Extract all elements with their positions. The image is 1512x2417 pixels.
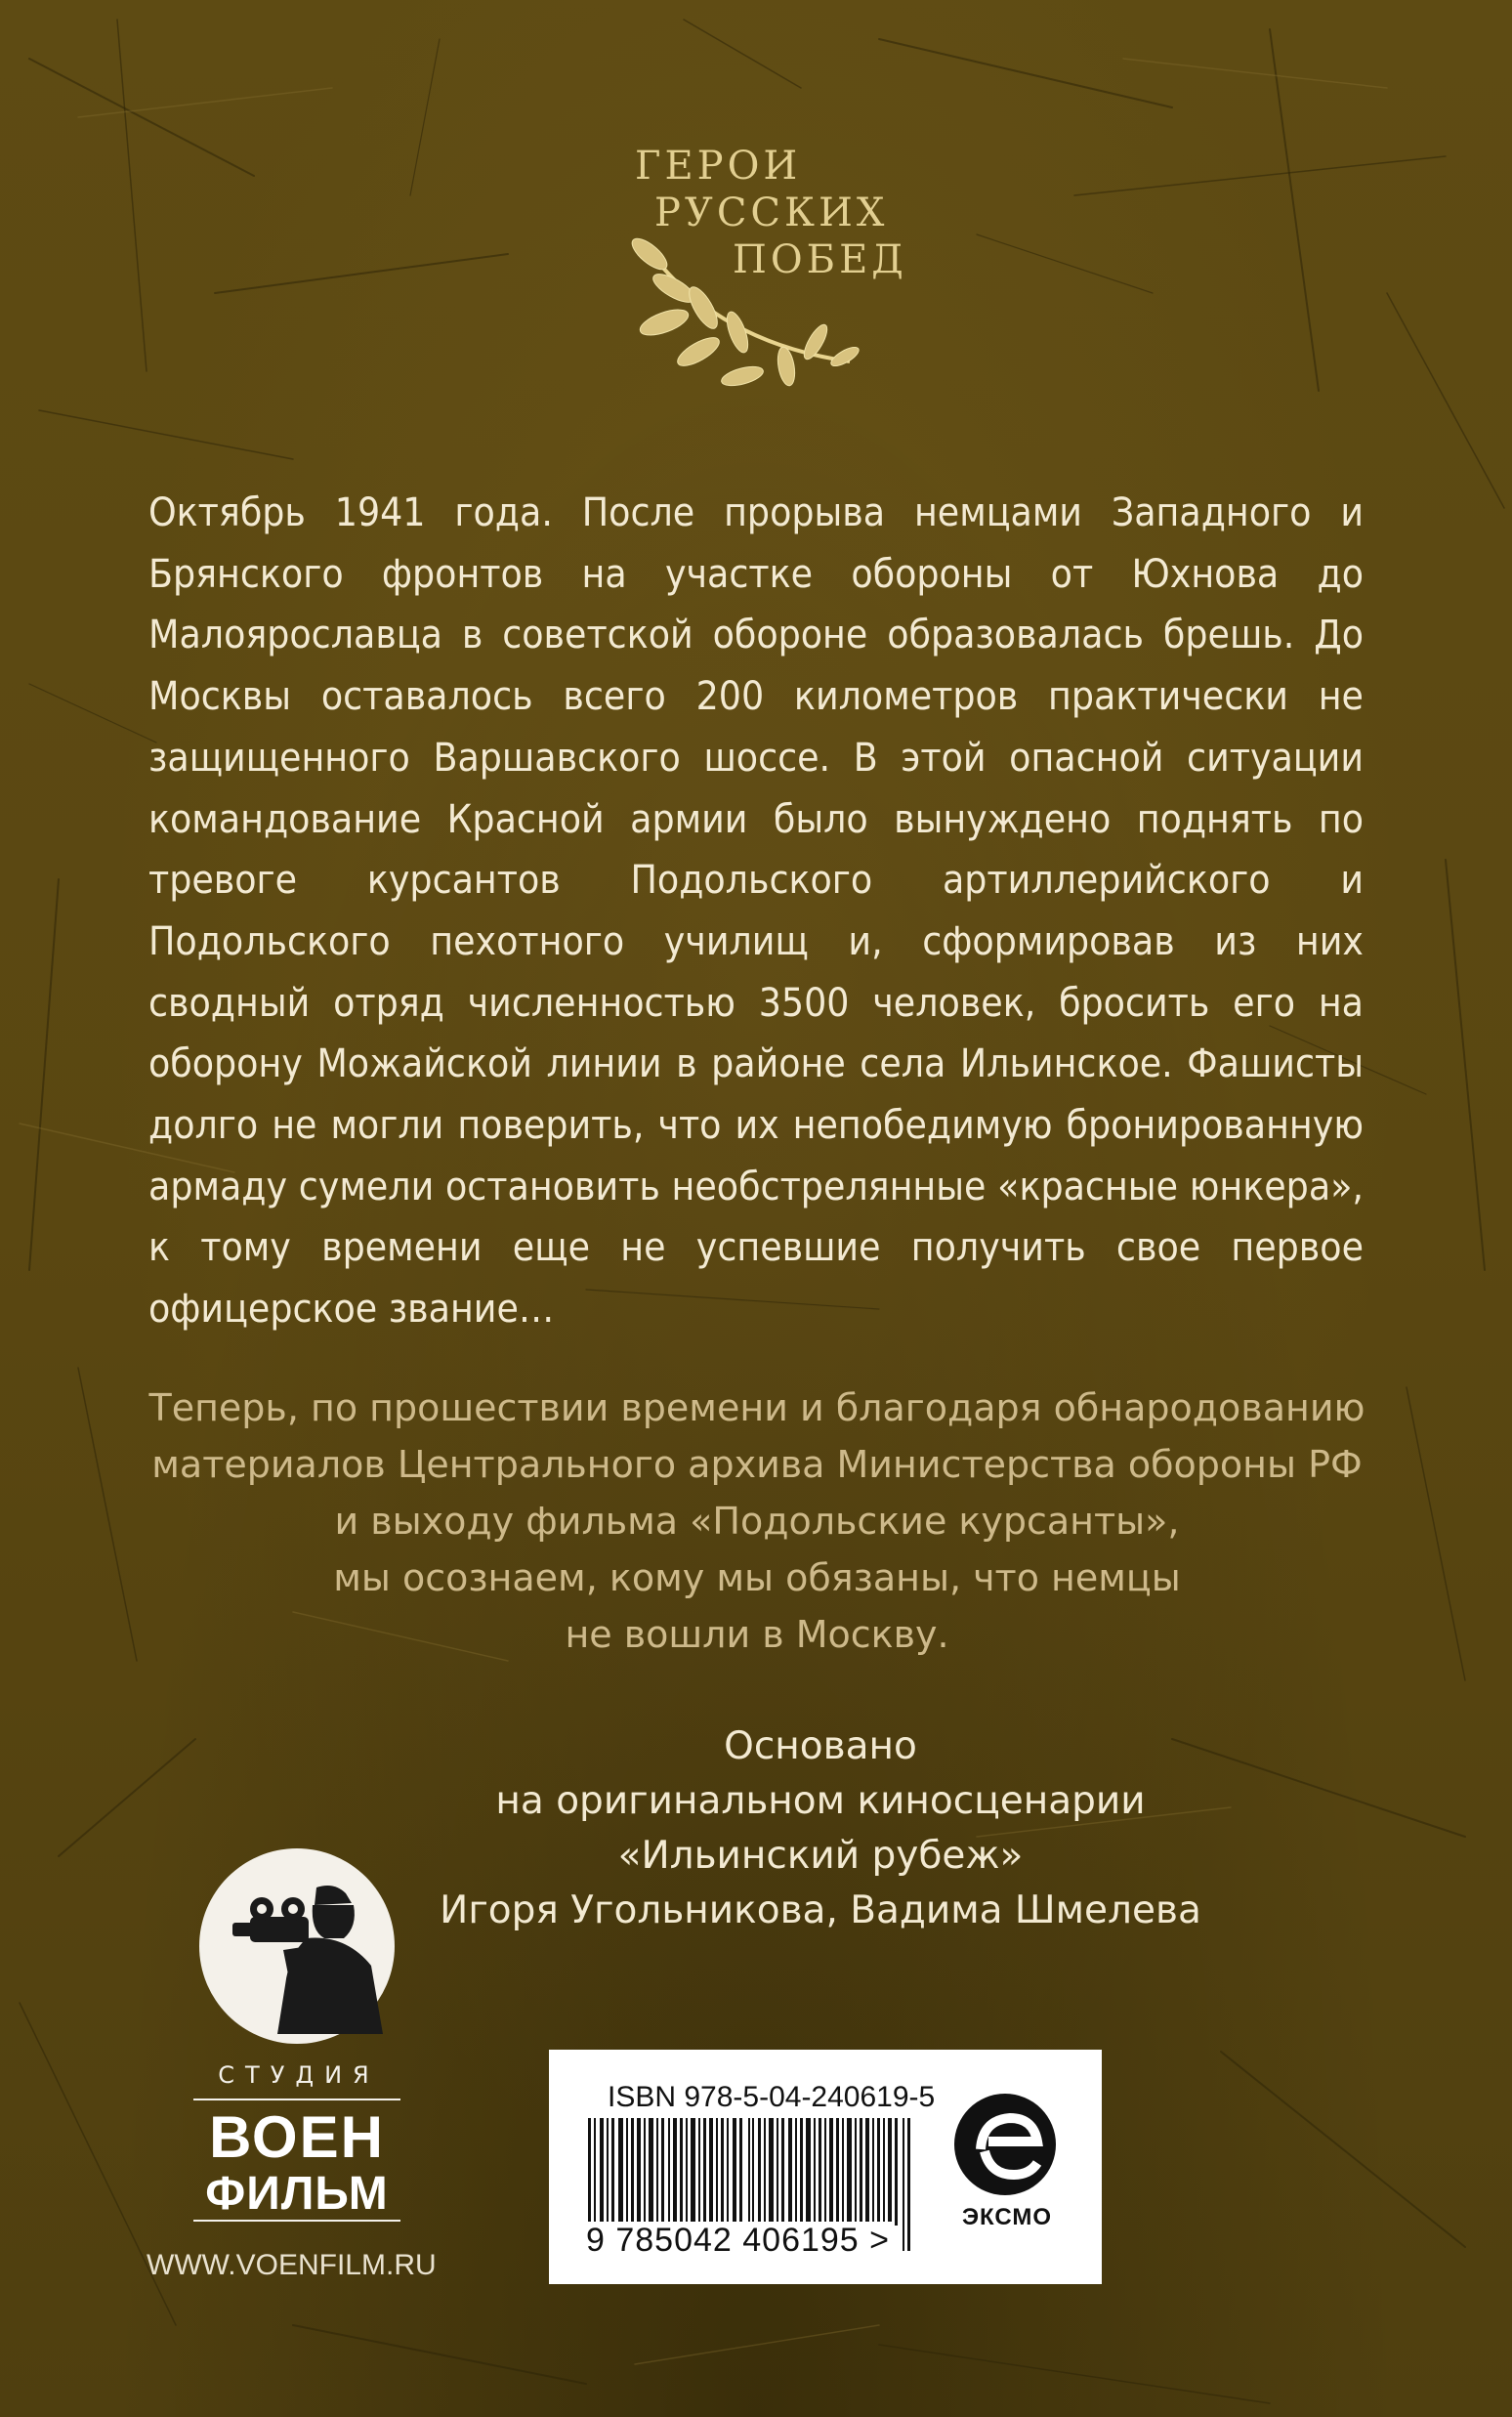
studio-divider	[193, 2099, 400, 2100]
studio-divider	[193, 2220, 400, 2222]
studio-emblem	[199, 1848, 395, 2044]
afterword-block	[137, 1379, 1377, 1663]
credit-line: «Ильинский рубеж»	[617, 1834, 1024, 1878]
isbn-label: ISBN 978-5-04-240619-5	[608, 2081, 936, 2113]
credit-line: на оригинальном киносценарии	[495, 1779, 1146, 1823]
publisher-name: ЭКСМО	[961, 2204, 1053, 2230]
book-annotation: Октябрь 1941 года. После прорыва немцами Западного и Брянского фронтов на участке обороны от Юхнова до Малоярославца в советской обороне образовалась брешь. До Москвы оставалось всего 200 километров практически не защищенного Варшавского шоссе. В этой опасной ситуации командование Красной армии было вынуждено поднять по тревоге курсантов Подольского артиллерийского и Подольского пехотного училищ и, сформировав из них сводный отряд численностью 3500 человек, бросить его на оборону Можайской линии в районе села Ильинское. Фашисты долго не могли поверить, что их непобедимую бронированную армаду сумели остановить необстрелянные «красные юнкера», к тому времени еще не успевшие получить свое первое офицерское звание…	[148, 488, 1364, 1333]
series-title-line-3: ПОБЕД	[733, 237, 907, 282]
isbn-panel	[549, 2050, 1102, 2284]
eksmo-e-icon	[951, 2091, 1059, 2198]
afterword-line: не вошли в Москву.	[565, 1613, 949, 1656]
barcode-digits: 9 785042 406195 >	[586, 2222, 894, 2260]
series-title-line-2: РУССКИХ	[654, 191, 889, 235]
credit-line: Основано	[724, 1724, 917, 1768]
studio-caption: СТУДИЯ	[218, 2061, 380, 2089]
cameraman-icon	[199, 1848, 395, 2044]
series-title-line-1: ГЕРОИ	[635, 144, 802, 189]
afterword-line: мы осознаем, кому мы обязаны, что немцы	[333, 1556, 1181, 1599]
afterword-line: и выходу фильма «Подольские курсанты»,	[334, 1500, 1180, 1543]
afterword-line: Теперь, по прошествии времени и благодаря обнародованию	[148, 1386, 1365, 1429]
studio-name-line-1: ВОЕН	[209, 2104, 385, 2170]
screenplay-credit	[420, 1719, 1221, 1938]
studio-url: WWW.VOENFILM.RU	[147, 2249, 437, 2281]
afterword-line: материалов Центрального архива Министерства обороны РФ	[151, 1443, 1363, 1486]
studio-name-line-2: ФИЛЬМ	[205, 2168, 389, 2220]
credit-line: Игоря Угольникова, Вадима Шмелева	[440, 1888, 1201, 1932]
series-logo	[586, 137, 907, 401]
